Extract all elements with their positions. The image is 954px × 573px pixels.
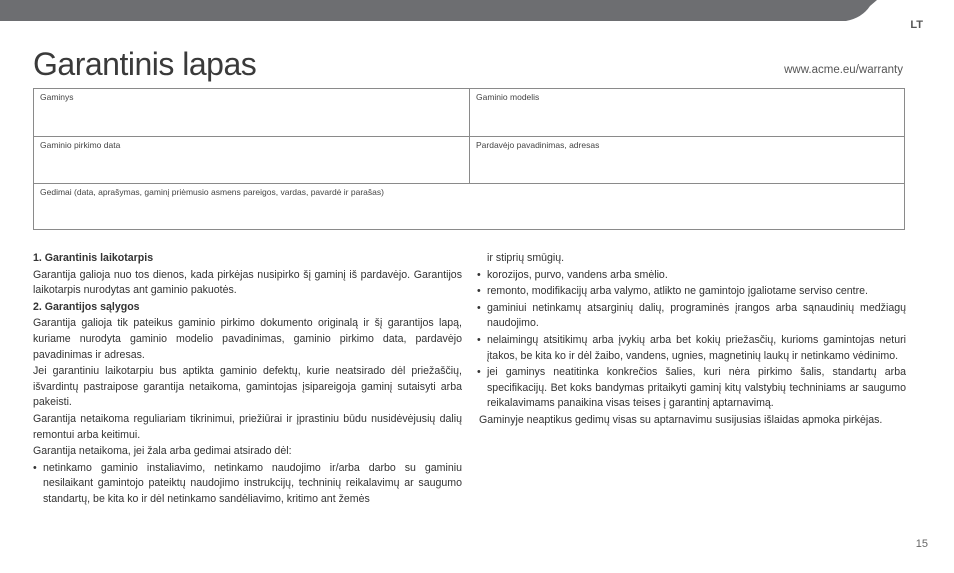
section1-heading: 1. Garantinis laikotarpis	[33, 252, 154, 264]
list-item-text: gaminiui netinkamų atsarginių dalių, programinės įrangos arba sąnaudinių medžiagų naudojimo.	[487, 301, 906, 330]
page-number: 15	[915, 538, 928, 550]
field-purchase-date[interactable]	[34, 137, 470, 184]
bullet-icon: •	[477, 285, 481, 298]
section2-paragraph-4: Garantija netaikoma, jei žala arba gedimai atsirado dėl:	[33, 445, 292, 458]
warranty-form	[33, 88, 905, 230]
list-item-text: korozijos, purvo, vandens arba smėlio.	[487, 268, 668, 281]
field-defects-label: Gedimai (data, aprašymas, gaminį priėmusio asmens pareigos, vardas, pavardė ir parašas)	[40, 187, 384, 197]
bullet-icon: •	[33, 461, 37, 474]
field-seller-label: Pardavėjo pavadinimas, adresas	[476, 140, 600, 150]
right-column	[477, 251, 906, 430]
list-item-text: netinkamo gaminio instaliavimo, netinkamo naudojimo ir/arba darbo su gaminiu nesilaikant gamintojo pateiktų naudojimo instrukcijų, techninių reikalavimų ar saugumo standartų, be kita ko ir dėl netinkamo sandėliavimo, kritimo ant žemės	[43, 461, 462, 505]
bullet-icon: •	[477, 268, 481, 281]
warranty-url: www.acme.eu/warranty	[784, 64, 903, 76]
field-model[interactable]	[470, 89, 904, 137]
list-item	[477, 333, 906, 364]
section2-paragraph-3: Garantija netaikoma reguliariam tikrinimui, priežiūrai ir įprastiniu būdu nusidėvėjusių dalių remontui arba keitimui.	[33, 412, 462, 441]
top-banner-shape	[0, 0, 877, 21]
list-item-text: remonto, modifikacijų arba valymo, atlikto ne gamintojo įgaliotame serviso centre.	[487, 285, 868, 298]
section2-heading: 2. Garantijos sąlygos	[33, 300, 140, 313]
field-purchase-date-label: Gaminio pirkimo data	[40, 140, 121, 150]
list-item-text: nelaimingų atsitikimų arba įvykių arba bet kokių priežasčių, kurioms gamintojas neturi įtakos, be kita ko ir dėl žaibo, vandens, ugnies, magnetinių laukų ir netinkamo vėdinimo.	[487, 333, 906, 362]
exclusion-list-right	[477, 268, 906, 412]
field-defects[interactable]	[34, 184, 904, 229]
field-seller[interactable]	[470, 137, 904, 184]
section2-paragraph-1: Garantija galioja tik pateikus gaminio pirkimo dokumento originalą ir šį garantijos lapą, kuriame nurodyta gaminio modelio pavadinimas, gaminio pirkimo data, pardavėjo pavadinimas ir adresas.	[33, 317, 462, 361]
list-item	[477, 301, 906, 332]
list-item	[477, 365, 906, 412]
bullet-icon: •	[477, 333, 481, 346]
closing-paragraph: Gaminyje neaptikus gedimų visas su aptarnavimu susijusias išlaidas apmoka pirkėjas.	[479, 413, 883, 426]
bullet-icon: •	[477, 366, 481, 379]
list-item-text: jei gaminys neatitinka konkrečios šalies, kuri nėra pirkimo šalis, standartų arba specifikacijų. Bet koks bandymas pritaikyti gaminį kitų valstybių techniniams ar saugumo reikalavimams panaikina visas teises į garantinį aptarnavimą.	[487, 366, 906, 410]
bullet-icon: •	[477, 301, 481, 314]
list-item	[33, 461, 462, 508]
field-product-label: Gaminys	[40, 92, 74, 102]
field-product[interactable]	[34, 89, 470, 137]
exclusion-list-left	[33, 461, 462, 508]
field-model-label: Gaminio modelis	[476, 92, 540, 102]
top-banner	[0, 0, 954, 22]
list-item-continuation: ir stiprių smūgių.	[487, 252, 565, 264]
section1-text: Garantija galioja nuo tos dienos, kada pirkėjas nusipirko šį gaminį iš pardavėjo. Garantijos laikotarpis nurodytas ant gaminio pakuotės.	[33, 268, 462, 297]
section2-paragraph-2: Jei garantiniu laikotarpiu bus aptikta gaminio defektų, kurie neatsirado dėl priežaščių, išvardintų pastraipose garantija netaikoma, gamintojas įsipareigoja gaminį sutaisyti arba pakeisti.	[33, 365, 462, 409]
left-column	[33, 251, 462, 509]
list-item	[477, 268, 906, 284]
list-item	[477, 284, 906, 300]
page-title: Garantinis lapas	[33, 46, 257, 82]
language-code: LT	[910, 19, 923, 31]
